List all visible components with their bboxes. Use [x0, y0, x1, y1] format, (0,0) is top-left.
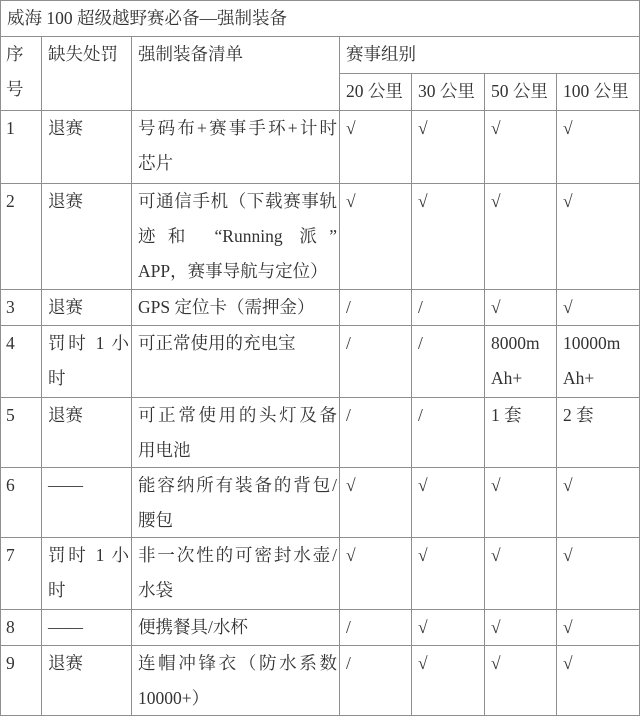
equipment-text: 用电池	[138, 440, 191, 460]
km100-mark: √	[563, 653, 573, 673]
km30-cell	[412, 398, 485, 468]
km20-cell	[340, 646, 412, 716]
km50-cell	[485, 184, 557, 290]
km30-mark: √	[418, 617, 428, 637]
penalty-cell	[42, 111, 132, 184]
no-cell	[1, 610, 42, 646]
header-no-cell	[1, 37, 42, 111]
equipment-cell	[132, 468, 340, 538]
header-equipment-text: 强制装备清单	[138, 44, 243, 64]
equipment-text: 水袋	[138, 580, 173, 600]
km100-cell	[557, 290, 640, 326]
penalty-text: ——	[48, 617, 83, 637]
km20-cell	[340, 610, 412, 646]
km30-mark: /	[418, 297, 423, 317]
equipment-cell	[132, 326, 340, 398]
km50-mark: √	[491, 653, 501, 673]
header-penalty-text: 缺失处罚	[48, 44, 118, 64]
km50-cell	[485, 538, 557, 610]
penalty-cell	[42, 290, 132, 326]
no-cell	[1, 538, 42, 610]
header-equipment-cell	[132, 37, 340, 111]
equipment-cell	[132, 290, 340, 326]
km100-cell	[557, 398, 640, 468]
equipment-text: 号码布+赛事手环+计时	[138, 118, 337, 138]
km20-mark: √	[346, 118, 356, 138]
penalty-cell	[42, 646, 132, 716]
km50-cell	[485, 326, 557, 398]
equipment-text: 可正常使用的头灯及备	[138, 405, 337, 425]
row-number: 6	[6, 475, 15, 495]
header-50km-cell	[485, 74, 557, 111]
equipment-text: 芯片	[138, 153, 173, 173]
no-cell	[1, 646, 42, 716]
header-30km-cell	[412, 74, 485, 111]
km20-mark: √	[346, 475, 356, 495]
km100-cell	[557, 538, 640, 610]
km50-value: Ah+	[491, 368, 523, 388]
equipment-text: 腰包	[138, 510, 173, 530]
penalty-cell	[42, 398, 132, 468]
penalty-text: 罚时 1 小	[48, 333, 129, 353]
equipment-cell	[132, 184, 340, 290]
penalty-cell	[42, 610, 132, 646]
row-number: 5	[6, 405, 15, 425]
km50-value: 8000m	[491, 333, 540, 353]
km20-mark: √	[346, 191, 356, 211]
km20-cell	[340, 111, 412, 184]
header-group-text: 赛事组别	[346, 44, 416, 64]
km30-cell	[412, 646, 485, 716]
km100-mark: √	[563, 118, 573, 138]
km100-mark: √	[563, 475, 573, 495]
equipment-text: GPS 定位卡（需押金）	[138, 297, 315, 317]
equipment-text: 可通信手机（下载赛事轨	[138, 191, 337, 211]
km30-mark: √	[418, 475, 428, 495]
km20-mark: /	[346, 617, 351, 637]
km100-cell	[557, 326, 640, 398]
penalty-cell	[42, 468, 132, 538]
km50-cell	[485, 111, 557, 184]
equipment-text: 可正常使用的充电宝	[138, 333, 296, 353]
km30-mark: √	[418, 545, 428, 565]
penalty-text: 退赛	[48, 405, 83, 425]
km50-mark: √	[491, 475, 501, 495]
header-50km-text: 50 公里	[491, 81, 548, 101]
km20-cell	[340, 184, 412, 290]
equipment-cell	[132, 398, 340, 468]
km20-mark: /	[346, 653, 351, 673]
km30-cell	[412, 610, 485, 646]
km30-cell	[412, 538, 485, 610]
header-20km-text: 20 公里	[346, 81, 403, 101]
penalty-text: ——	[48, 475, 83, 495]
equipment-text: 连帽冲锋衣（防水系数	[138, 653, 337, 673]
penalty-cell	[42, 326, 132, 398]
penalty-cell	[42, 538, 132, 610]
header-30km-text: 30 公里	[418, 81, 475, 101]
km20-cell	[340, 538, 412, 610]
header-no-text: 号	[6, 79, 24, 99]
km100-value: 2 套	[563, 405, 594, 425]
km20-cell	[340, 326, 412, 398]
penalty-text: 退赛	[48, 118, 83, 138]
row-number: 9	[6, 653, 15, 673]
km20-cell	[340, 290, 412, 326]
header-group-cell	[340, 37, 640, 74]
header-20km-cell	[340, 74, 412, 111]
equipment-cell	[132, 646, 340, 716]
km30-cell	[412, 184, 485, 290]
row-number: 4	[6, 333, 15, 353]
km20-mark: /	[346, 405, 351, 425]
km20-mark: √	[346, 545, 356, 565]
header-100km-text: 100 公里	[563, 81, 629, 101]
row-number: 7	[6, 545, 15, 565]
header-100km-cell	[557, 74, 640, 111]
penalty-text: 时	[48, 580, 66, 600]
penalty-text: 退赛	[48, 191, 83, 211]
km100-cell	[557, 610, 640, 646]
km30-cell	[412, 326, 485, 398]
km30-cell	[412, 290, 485, 326]
km20-cell	[340, 468, 412, 538]
equipment-text: 便携餐具/水杯	[138, 617, 248, 637]
km50-value: 1 套	[491, 405, 522, 425]
row-number: 8	[6, 617, 15, 637]
row-number: 1	[6, 118, 15, 138]
km20-cell	[340, 398, 412, 468]
no-cell	[1, 398, 42, 468]
km100-cell	[557, 468, 640, 538]
equipment-text: 能容纳所有装备的背包/	[138, 475, 337, 495]
km50-cell	[485, 398, 557, 468]
km50-cell	[485, 290, 557, 326]
km30-cell	[412, 111, 485, 184]
penalty-text: 退赛	[48, 653, 83, 673]
penalty-text: 时	[48, 368, 66, 388]
km100-cell	[557, 646, 640, 716]
km30-cell	[412, 468, 485, 538]
table-title: 威海 100 超级越野赛必备—强制装备	[7, 8, 287, 28]
equipment-text: 10000+）	[138, 688, 210, 708]
penalty-text: 退赛	[48, 297, 83, 317]
km50-mark: √	[491, 297, 501, 317]
no-cell	[1, 468, 42, 538]
km50-mark: √	[491, 118, 501, 138]
title-cell	[1, 1, 640, 37]
penalty-cell	[42, 184, 132, 290]
km100-value: Ah+	[563, 368, 595, 388]
km100-cell	[557, 111, 640, 184]
km30-mark: √	[418, 118, 428, 138]
km50-cell	[485, 610, 557, 646]
km100-value: 10000m	[563, 333, 621, 353]
km50-cell	[485, 468, 557, 538]
km100-mark: √	[563, 617, 573, 637]
header-penalty-cell	[42, 37, 132, 111]
km100-mark: √	[563, 297, 573, 317]
penalty-text: 罚时 1 小	[48, 545, 129, 565]
km50-mark: √	[491, 545, 501, 565]
row-number: 3	[6, 297, 15, 317]
equipment-text: 迹和 “Running 派”	[138, 226, 337, 246]
km100-mark: √	[563, 545, 573, 565]
equipment-cell	[132, 111, 340, 184]
header-no-text: 序	[6, 44, 24, 64]
km50-mark: √	[491, 191, 501, 211]
km30-mark: /	[418, 405, 423, 425]
km50-cell	[485, 646, 557, 716]
km30-mark: √	[418, 191, 428, 211]
equipment-cell	[132, 538, 340, 610]
km30-mark: √	[418, 653, 428, 673]
row-number: 2	[6, 191, 15, 211]
no-cell	[1, 111, 42, 184]
km20-mark: /	[346, 297, 351, 317]
no-cell	[1, 184, 42, 290]
km100-mark: √	[563, 191, 573, 211]
km50-mark: √	[491, 617, 501, 637]
km30-mark: /	[418, 333, 423, 353]
km20-mark: /	[346, 333, 351, 353]
no-cell	[1, 290, 42, 326]
no-cell	[1, 326, 42, 398]
equipment-cell	[132, 610, 340, 646]
equipment-text: 非一次性的可密封水壶/	[138, 545, 337, 565]
equipment-text: APP，赛事导航与定位）	[138, 261, 328, 281]
km100-cell	[557, 184, 640, 290]
